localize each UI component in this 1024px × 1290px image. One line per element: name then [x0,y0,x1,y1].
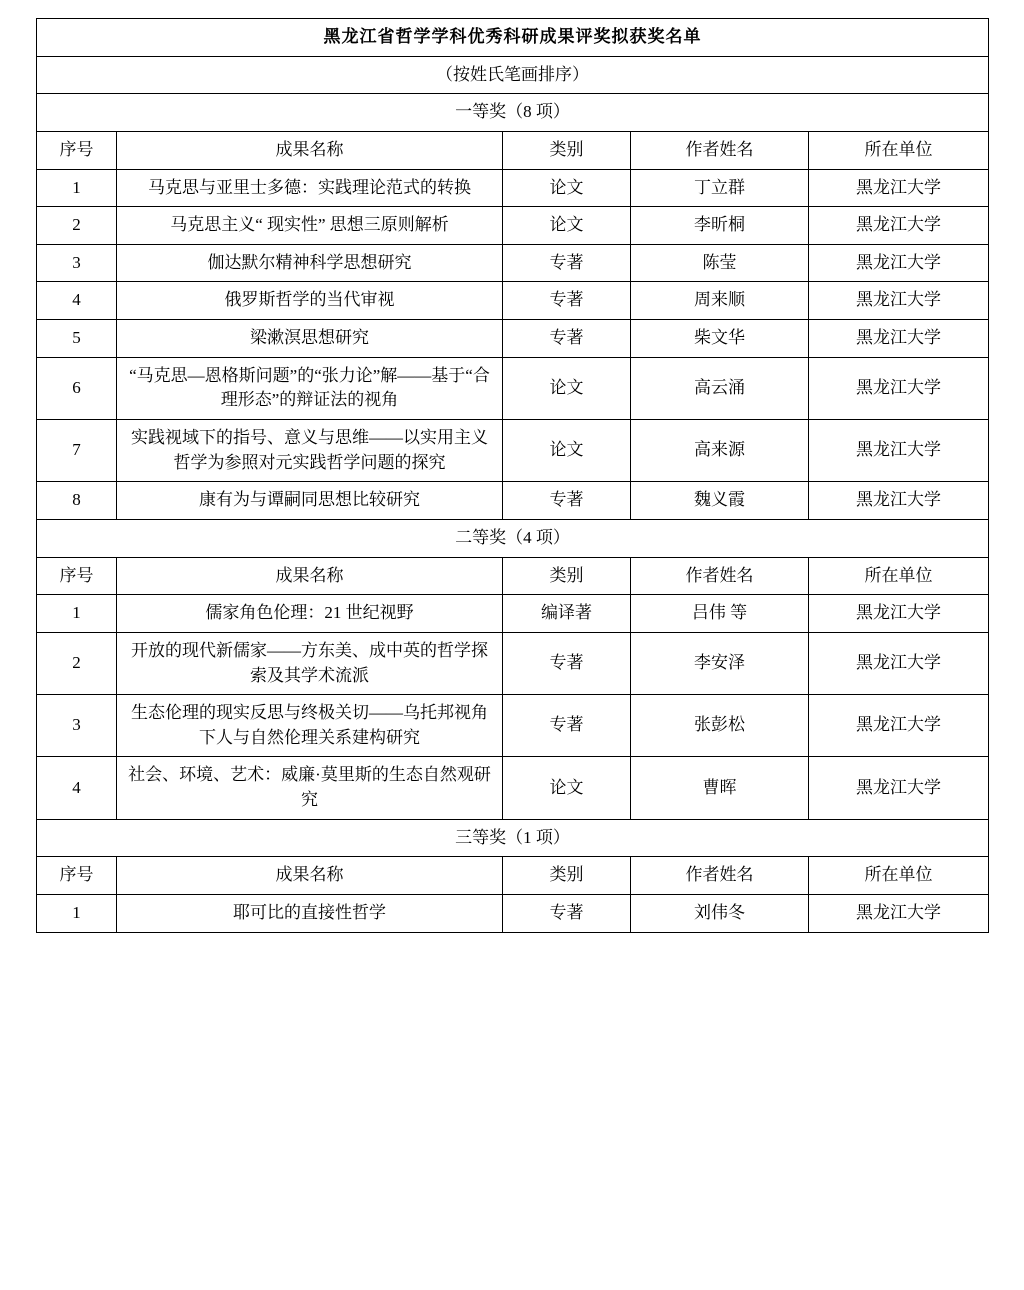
cell-type: 专著 [503,695,631,757]
cell-type: 专著 [503,244,631,282]
cell-author: 李昕桐 [631,207,809,245]
column-header-author: 作者姓名 [631,557,809,595]
cell-no: 7 [37,420,117,482]
cell-type: 专著 [503,320,631,358]
cell-unit: 黑龙江大学 [809,482,989,520]
cell-author: 陈莹 [631,244,809,282]
cell-unit: 黑龙江大学 [809,757,989,819]
subtitle-row [37,56,989,94]
table-row [37,595,989,633]
cell-author: 柴文华 [631,320,809,358]
column-header-name: 成果名称 [117,131,503,169]
cell-type: 论文 [503,757,631,819]
cell-name: 马克思与亚里士多德：实践理论范式的转换 [117,169,503,207]
cell-name: 儒家角色伦理：21 世纪视野 [117,595,503,633]
sort-note: （按姓氏笔画排序） [37,56,989,94]
cell-author: 魏义霞 [631,482,809,520]
column-header-no: 序号 [37,857,117,895]
cell-name: 社会、环境、艺术：威廉·莫里斯的生态自然观研究 [117,757,503,819]
cell-no: 4 [37,757,117,819]
page-title: 黑龙江省哲学学科优秀科研成果评奖拟获奖名单 [37,19,989,57]
title-row [37,19,989,57]
cell-no: 2 [37,632,117,694]
column-header-type: 类别 [503,131,631,169]
column-header-name: 成果名称 [117,857,503,895]
section-heading: 三等奖（1 项） [37,819,989,857]
cell-unit: 黑龙江大学 [809,282,989,320]
cell-type: 专著 [503,632,631,694]
cell-name: 耶可比的直接性哲学 [117,895,503,933]
column-header-type: 类别 [503,557,631,595]
cell-type: 专著 [503,482,631,520]
cell-no: 1 [37,895,117,933]
cell-name: 梁漱溟思想研究 [117,320,503,358]
cell-name: 马克思主义“ 现实性” 思想三原则解析 [117,207,503,245]
column-header-unit: 所在单位 [809,557,989,595]
cell-type: 专著 [503,282,631,320]
table-row [37,757,989,819]
cell-unit: 黑龙江大学 [809,169,989,207]
table-row [37,695,989,757]
table-header-row [37,131,989,169]
cell-author: 李安泽 [631,632,809,694]
award-list-table [36,18,989,933]
cell-unit: 黑龙江大学 [809,320,989,358]
table-row [37,895,989,933]
cell-unit: 黑龙江大学 [809,695,989,757]
cell-unit: 黑龙江大学 [809,632,989,694]
cell-type: 论文 [503,169,631,207]
cell-no: 6 [37,357,117,419]
cell-author: 吕伟 等 [631,595,809,633]
table-row [37,357,989,419]
column-header-type: 类别 [503,857,631,895]
section-heading-row [37,519,989,557]
cell-name: 康有为与谭嗣同思想比较研究 [117,482,503,520]
cell-no: 2 [37,207,117,245]
cell-author: 刘伟冬 [631,895,809,933]
cell-name: 开放的现代新儒家——方东美、成中英的哲学探索及其学术流派 [117,632,503,694]
cell-name: 俄罗斯哲学的当代审视 [117,282,503,320]
cell-unit: 黑龙江大学 [809,207,989,245]
cell-author: 高云涌 [631,357,809,419]
cell-no: 5 [37,320,117,358]
cell-no: 1 [37,595,117,633]
cell-type: 专著 [503,895,631,933]
cell-no: 8 [37,482,117,520]
cell-name: “马克思—恩格斯问题”的“张力论”解——基于“合理形态”的辩证法的视角 [117,357,503,419]
cell-no: 1 [37,169,117,207]
table-row [37,282,989,320]
cell-type: 论文 [503,420,631,482]
table-row [37,169,989,207]
cell-unit: 黑龙江大学 [809,595,989,633]
table-row [37,207,989,245]
cell-unit: 黑龙江大学 [809,895,989,933]
cell-no: 4 [37,282,117,320]
table-header-row [37,557,989,595]
cell-unit: 黑龙江大学 [809,244,989,282]
table-row [37,482,989,520]
cell-author: 张彭松 [631,695,809,757]
table-row [37,244,989,282]
cell-unit: 黑龙江大学 [809,420,989,482]
column-header-unit: 所在单位 [809,857,989,895]
section-heading: 二等奖（4 项） [37,519,989,557]
cell-name: 伽达默尔精神科学思想研究 [117,244,503,282]
cell-no: 3 [37,244,117,282]
column-header-no: 序号 [37,131,117,169]
cell-author: 周来顺 [631,282,809,320]
cell-no: 3 [37,695,117,757]
table-row [37,420,989,482]
cell-author: 高来源 [631,420,809,482]
section-heading: 一等奖（8 项） [37,94,989,132]
cell-name: 实践视域下的指号、意义与思维——以实用主义哲学为参照对元实践哲学问题的探究 [117,420,503,482]
column-header-name: 成果名称 [117,557,503,595]
column-header-no: 序号 [37,557,117,595]
cell-unit: 黑龙江大学 [809,357,989,419]
cell-type: 论文 [503,207,631,245]
cell-type: 编译著 [503,595,631,633]
cell-name: 生态伦理的现实反思与终极关切——乌托邦视角下人与自然伦理关系建构研究 [117,695,503,757]
table-row [37,320,989,358]
cell-author: 丁立群 [631,169,809,207]
column-header-author: 作者姓名 [631,131,809,169]
cell-author: 曹晖 [631,757,809,819]
section-heading-row [37,819,989,857]
column-header-author: 作者姓名 [631,857,809,895]
table-header-row [37,857,989,895]
cell-type: 论文 [503,357,631,419]
table-row [37,632,989,694]
section-heading-row [37,94,989,132]
column-header-unit: 所在单位 [809,131,989,169]
